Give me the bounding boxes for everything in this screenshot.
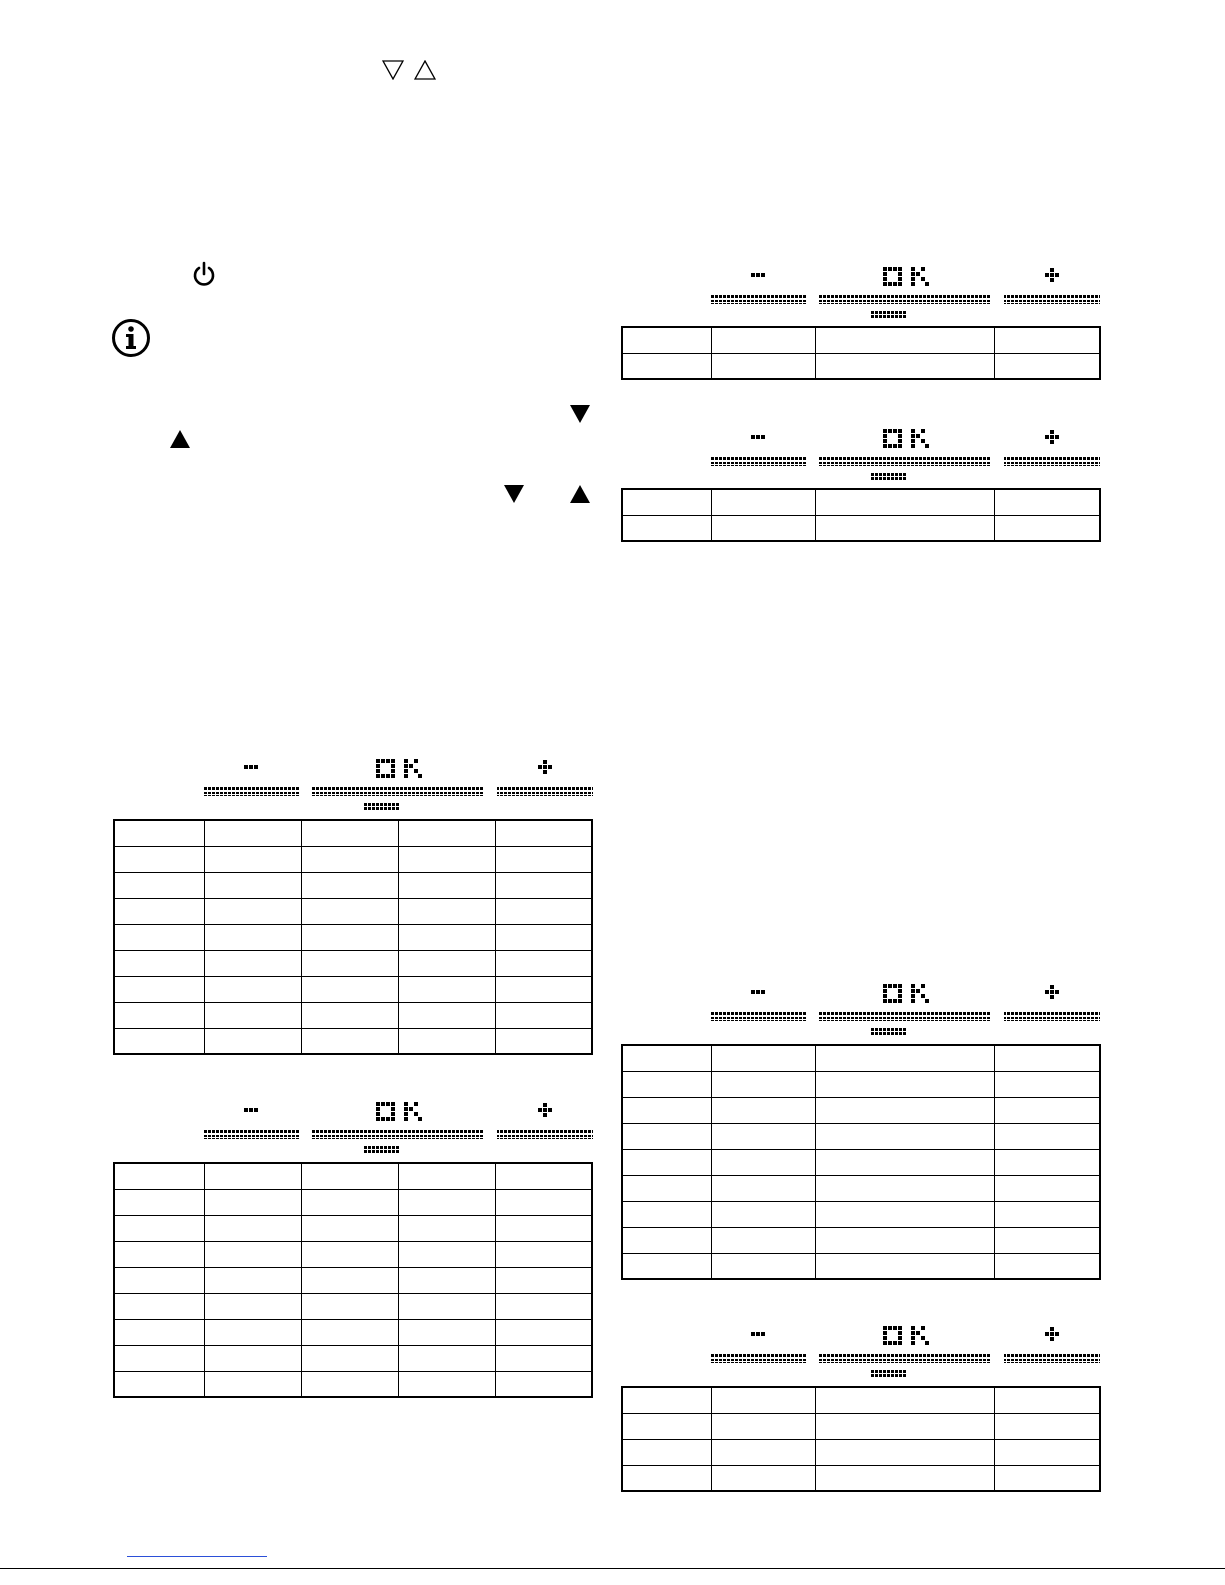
table-cell: [398, 976, 495, 1002]
table-row: [114, 1028, 592, 1054]
settings-table: [621, 1044, 1101, 1280]
table-cell: [114, 1371, 204, 1397]
table-cell: [114, 976, 204, 1002]
footer-rule: [0, 1568, 1225, 1569]
table-cell: [204, 1002, 301, 1028]
table-cell: [398, 1319, 495, 1345]
settings-table: [621, 488, 1101, 542]
table-cell: [398, 1028, 495, 1054]
settings-table: [113, 1162, 593, 1398]
table-cell: [711, 1387, 815, 1413]
table-cell: [622, 1465, 711, 1491]
table-cell: [711, 353, 815, 379]
table-cell: [711, 1413, 815, 1439]
table-cell: [495, 1215, 592, 1241]
table-cell: [495, 1345, 592, 1371]
table-cell: [815, 1227, 994, 1253]
table-cell: [994, 1439, 1100, 1465]
table-cell: [398, 1345, 495, 1371]
minus-dots-icon: [751, 435, 765, 439]
footer-link-rule: [127, 1556, 267, 1557]
table-cell: [994, 1097, 1100, 1123]
table-cell: [711, 1253, 815, 1279]
table-cell: [204, 924, 301, 950]
table-cell: [815, 1123, 994, 1149]
triangle-up-icon: [569, 484, 591, 504]
table-cell: [398, 1215, 495, 1241]
table-cell: [994, 1413, 1100, 1439]
table-cell: [994, 353, 1100, 379]
table-cell: [204, 1267, 301, 1293]
triangle-down-icon: [569, 404, 591, 424]
table-cell: [815, 353, 994, 379]
table-cell: [815, 327, 994, 353]
table-cell: [204, 1241, 301, 1267]
table-cell: [204, 1319, 301, 1345]
table-row: [114, 820, 592, 846]
table-cell: [495, 1371, 592, 1397]
table-cell: [994, 1149, 1100, 1175]
ok-dots-icon: [883, 267, 929, 286]
table-row: [114, 846, 592, 872]
table-cell: [815, 515, 994, 541]
table-cell: [114, 846, 204, 872]
table-cell: [301, 1163, 398, 1189]
table-cell: [994, 489, 1100, 515]
table-row: [622, 353, 1100, 379]
table-cell: [495, 1293, 592, 1319]
table-row: [114, 1241, 592, 1267]
table-cell: [622, 1123, 711, 1149]
table-cell: [301, 872, 398, 898]
table-row: [114, 1189, 592, 1215]
table-cell: [495, 1002, 592, 1028]
table-cell: [301, 820, 398, 846]
plus-dots-icon: [1045, 985, 1059, 999]
plus-dots-icon: [1045, 430, 1059, 444]
table-cell: [398, 1189, 495, 1215]
info-icon: [111, 318, 151, 358]
table-row: [114, 1163, 592, 1189]
table-cell: [994, 1387, 1100, 1413]
plus-dots-icon: [538, 1103, 552, 1117]
table-cell: [495, 1241, 592, 1267]
table-cell: [204, 1345, 301, 1371]
table-cell: [711, 1201, 815, 1227]
table-cell: [301, 1028, 398, 1054]
table-cell: [114, 1319, 204, 1345]
table-row: [622, 1439, 1100, 1465]
table-cell: [301, 1371, 398, 1397]
table-cell: [815, 1045, 994, 1071]
table-cell: [815, 1097, 994, 1123]
display-header: [204, 759, 684, 817]
display-header: [711, 267, 1191, 325]
table-cell: [204, 950, 301, 976]
table-cell: [495, 1163, 592, 1189]
table-cell: [994, 327, 1100, 353]
table-cell: [495, 872, 592, 898]
table-cell: [994, 1045, 1100, 1071]
table-cell: [711, 1071, 815, 1097]
display-header: [711, 429, 1191, 487]
table-cell: [398, 898, 495, 924]
table-cell: [815, 1465, 994, 1491]
table-cell: [711, 489, 815, 515]
table-cell: [114, 1189, 204, 1215]
table-cell: [622, 489, 711, 515]
table-row: [622, 1175, 1100, 1201]
table-cell: [204, 1163, 301, 1189]
minus-dots-icon: [244, 765, 258, 769]
table-row: [114, 1371, 592, 1397]
table-cell: [398, 872, 495, 898]
table-row: [114, 1293, 592, 1319]
table-cell: [622, 1071, 711, 1097]
table-cell: [204, 898, 301, 924]
table-row: [114, 872, 592, 898]
table-cell: [711, 1227, 815, 1253]
table-cell: [622, 353, 711, 379]
table-cell: [301, 1345, 398, 1371]
table-cell: [301, 1241, 398, 1267]
table-cell: [622, 1149, 711, 1175]
table-cell: [994, 515, 1100, 541]
table-cell: [114, 1267, 204, 1293]
power-icon: [192, 261, 216, 287]
table-cell: [398, 1002, 495, 1028]
table-row: [622, 1465, 1100, 1491]
table-cell: [495, 924, 592, 950]
table-cell: [114, 1163, 204, 1189]
table-cell: [398, 1371, 495, 1397]
table-cell: [495, 1189, 592, 1215]
table-cell: [994, 1071, 1100, 1097]
table-cell: [994, 1201, 1100, 1227]
table-cell: [204, 872, 301, 898]
table-cell: [622, 1045, 711, 1071]
table-row: [622, 327, 1100, 353]
table-cell: [994, 1465, 1100, 1491]
display-header: [711, 984, 1191, 1042]
table-cell: [204, 820, 301, 846]
table-cell: [711, 1465, 815, 1491]
table-row: [114, 924, 592, 950]
table-cell: [815, 489, 994, 515]
table-row: [114, 898, 592, 924]
table-cell: [495, 846, 592, 872]
ok-dots-icon: [376, 1102, 422, 1121]
table-cell: [114, 872, 204, 898]
minus-dots-icon: [751, 990, 765, 994]
table-cell: [301, 1189, 398, 1215]
table-row: [114, 1215, 592, 1241]
minus-dots-icon: [244, 1108, 258, 1112]
settings-table: [113, 819, 593, 1055]
table-cell: [301, 1267, 398, 1293]
table-row: [622, 489, 1100, 515]
table-cell: [398, 820, 495, 846]
display-header: [204, 1102, 684, 1160]
table-cell: [301, 976, 398, 1002]
table-cell: [301, 898, 398, 924]
table-cell: [114, 1241, 204, 1267]
table-cell: [622, 1175, 711, 1201]
triangle-up-outline-icon: [414, 60, 436, 80]
table-cell: [815, 1387, 994, 1413]
table-row: [114, 1345, 592, 1371]
table-cell: [204, 1189, 301, 1215]
table-cell: [114, 924, 204, 950]
table-cell: [622, 515, 711, 541]
table-cell: [815, 1253, 994, 1279]
table-cell: [994, 1175, 1100, 1201]
table-cell: [711, 515, 815, 541]
table-cell: [622, 1387, 711, 1413]
table-cell: [495, 1267, 592, 1293]
table-cell: [114, 1028, 204, 1054]
table-cell: [398, 1241, 495, 1267]
table-cell: [301, 1293, 398, 1319]
table-cell: [495, 898, 592, 924]
table-cell: [622, 1227, 711, 1253]
table-cell: [711, 1149, 815, 1175]
plus-dots-icon: [1045, 1327, 1059, 1341]
triangle-up-icon: [169, 429, 191, 449]
table-cell: [114, 950, 204, 976]
table-cell: [398, 950, 495, 976]
table-cell: [815, 1439, 994, 1465]
minus-dots-icon: [751, 1332, 765, 1336]
table-cell: [495, 950, 592, 976]
table-row: [622, 1097, 1100, 1123]
table-cell: [711, 1175, 815, 1201]
table-row: [114, 1002, 592, 1028]
table-cell: [301, 924, 398, 950]
ok-dots-icon: [883, 429, 929, 448]
triangle-down-icon: [503, 484, 525, 504]
table-cell: [622, 1253, 711, 1279]
table-row: [622, 1227, 1100, 1253]
table-cell: [398, 846, 495, 872]
table-cell: [204, 1028, 301, 1054]
table-cell: [815, 1071, 994, 1097]
table-cell: [301, 1319, 398, 1345]
table-row: [622, 515, 1100, 541]
plus-dots-icon: [1045, 268, 1059, 282]
table-cell: [301, 950, 398, 976]
table-cell: [495, 820, 592, 846]
table-cell: [711, 1097, 815, 1123]
table-cell: [622, 1097, 711, 1123]
table-row: [114, 1267, 592, 1293]
table-cell: [495, 1319, 592, 1345]
table-cell: [301, 1002, 398, 1028]
table-cell: [994, 1253, 1100, 1279]
table-cell: [398, 924, 495, 950]
table-cell: [994, 1123, 1100, 1149]
table-cell: [711, 1045, 815, 1071]
table-row: [622, 1413, 1100, 1439]
ok-dots-icon: [883, 1326, 929, 1345]
table-cell: [815, 1149, 994, 1175]
ok-dots-icon: [376, 759, 422, 778]
table-row: [622, 1149, 1100, 1175]
display-header: [711, 1326, 1191, 1384]
table-cell: [114, 1215, 204, 1241]
table-cell: [204, 1293, 301, 1319]
table-cell: [711, 1439, 815, 1465]
settings-table: [621, 326, 1101, 380]
table-cell: [114, 1345, 204, 1371]
table-cell: [301, 1215, 398, 1241]
table-row: [622, 1387, 1100, 1413]
table-cell: [114, 898, 204, 924]
table-row: [622, 1201, 1100, 1227]
table-cell: [398, 1267, 495, 1293]
table-cell: [301, 846, 398, 872]
table-row: [114, 950, 592, 976]
table-cell: [711, 327, 815, 353]
table-cell: [398, 1163, 495, 1189]
table-row: [114, 1319, 592, 1345]
settings-table: [621, 1386, 1101, 1492]
table-cell: [495, 1028, 592, 1054]
table-cell: [815, 1413, 994, 1439]
ok-dots-icon: [883, 984, 929, 1003]
table-cell: [815, 1201, 994, 1227]
table-row: [114, 976, 592, 1002]
table-row: [622, 1253, 1100, 1279]
table-cell: [204, 846, 301, 872]
table-cell: [495, 976, 592, 1002]
table-cell: [398, 1293, 495, 1319]
table-cell: [204, 1371, 301, 1397]
table-cell: [204, 976, 301, 1002]
table-cell: [114, 1002, 204, 1028]
table-cell: [204, 1215, 301, 1241]
minus-dots-icon: [751, 273, 765, 277]
table-cell: [114, 820, 204, 846]
table-row: [622, 1071, 1100, 1097]
triangle-down-outline-icon: [382, 60, 404, 80]
table-row: [622, 1123, 1100, 1149]
table-row: [622, 1045, 1100, 1071]
table-cell: [815, 1175, 994, 1201]
table-cell: [622, 327, 711, 353]
table-cell: [711, 1123, 815, 1149]
table-cell: [994, 1227, 1100, 1253]
table-cell: [622, 1201, 711, 1227]
table-cell: [622, 1413, 711, 1439]
plus-dots-icon: [538, 760, 552, 774]
table-cell: [114, 1293, 204, 1319]
table-cell: [622, 1439, 711, 1465]
